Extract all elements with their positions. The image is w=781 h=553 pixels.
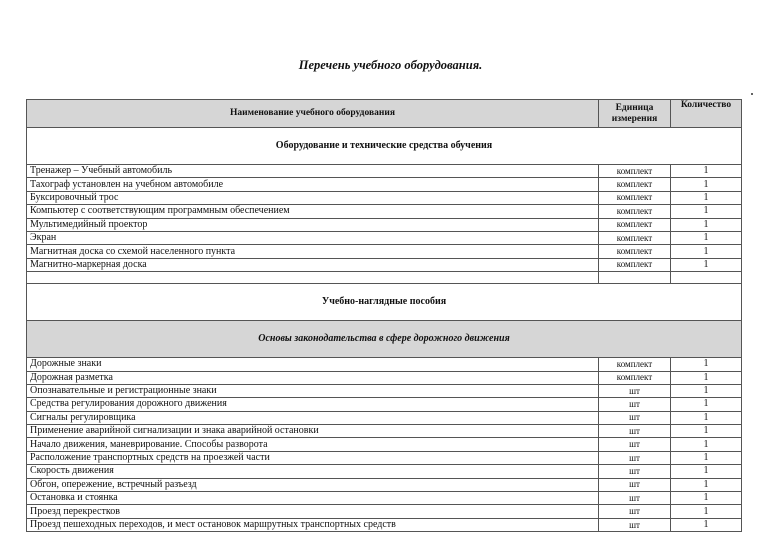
cell-qty: 1 xyxy=(671,465,742,478)
subsection-title-row xyxy=(27,321,742,358)
section1-title: Оборудование и технические средства обучения xyxy=(27,128,742,165)
cell-name: Начало движения, маневрирование. Способы разворота xyxy=(27,438,599,451)
table-row xyxy=(27,191,742,204)
table-row xyxy=(27,231,742,244)
cell-unit: шт xyxy=(599,518,671,531)
cell-unit: комплект xyxy=(599,245,671,258)
cell-qty: 1 xyxy=(671,398,742,411)
cell-unit: шт xyxy=(599,411,671,424)
cell-name: Скорость движения xyxy=(27,465,599,478)
cell-qty: 1 xyxy=(671,384,742,397)
cell-name: Дорожная разметка xyxy=(27,371,599,384)
cell-unit: шт xyxy=(599,478,671,491)
cell-qty: 1 xyxy=(671,438,742,451)
cell-unit: комплект xyxy=(599,358,671,371)
cell-qty: 1 xyxy=(671,478,742,491)
cell-qty: 1 xyxy=(671,191,742,204)
cell-qty: 1 xyxy=(671,205,742,218)
section2-title: Учебно-наглядные пособия xyxy=(27,284,742,321)
section-title-row xyxy=(27,128,742,165)
header-qty: Количество xyxy=(671,100,742,128)
page-title: Перечень учебного оборудования. xyxy=(298,58,483,72)
cell-unit: комплект xyxy=(599,178,671,191)
table-row xyxy=(27,398,742,411)
cell-unit: комплект xyxy=(599,191,671,204)
cell-unit: комплект xyxy=(599,205,671,218)
cell-name: Мультимедийный проектор xyxy=(27,218,599,231)
table-row xyxy=(27,505,742,518)
stray-dot xyxy=(751,93,753,95)
cell-name: Остановка и стоянка xyxy=(27,492,599,505)
empty-cell xyxy=(599,272,671,284)
table-row xyxy=(27,438,742,451)
cell-name: Применение аварийной сигнализации и знака аварийной остановки xyxy=(27,425,599,438)
section-title-row xyxy=(27,284,742,321)
cell-unit: комплект xyxy=(599,258,671,271)
cell-qty: 1 xyxy=(671,371,742,384)
empty-row xyxy=(27,272,742,284)
table-row xyxy=(27,384,742,397)
cell-name: Магнитная доска со схемой населенного пункта xyxy=(27,245,599,258)
cell-unit: комплект xyxy=(599,165,671,178)
table-row xyxy=(27,451,742,464)
table-row xyxy=(27,205,742,218)
cell-name: Экран xyxy=(27,231,599,244)
table-row xyxy=(27,178,742,191)
cell-name: Средства регулирования дорожного движения xyxy=(27,398,599,411)
cell-name: Буксировочный трос xyxy=(27,191,599,204)
empty-cell xyxy=(671,272,742,284)
cell-qty: 1 xyxy=(671,218,742,231)
cell-qty: 1 xyxy=(671,492,742,505)
header-unit: Единица измерения xyxy=(599,100,671,128)
cell-unit: комплект xyxy=(599,371,671,384)
table-row xyxy=(27,478,742,491)
cell-qty: 1 xyxy=(671,505,742,518)
table-row xyxy=(27,411,742,424)
cell-name: Тренажер – Учебный автомобиль xyxy=(27,165,599,178)
cell-unit: комплект xyxy=(599,231,671,244)
empty-cell xyxy=(27,272,599,284)
cell-qty: 1 xyxy=(671,518,742,531)
section2-subtitle: Основы законодательства в сфере дорожного движения xyxy=(27,321,742,358)
equipment-table xyxy=(26,99,742,532)
cell-name: Тахограф установлен на учебном автомобиле xyxy=(27,178,599,191)
cell-unit: шт xyxy=(599,438,671,451)
cell-unit: шт xyxy=(599,398,671,411)
cell-qty: 1 xyxy=(671,258,742,271)
cell-qty: 1 xyxy=(671,451,742,464)
table-row xyxy=(27,258,742,271)
cell-name: Расположение транспортных средств на проезжей части xyxy=(27,451,599,464)
table-row xyxy=(27,218,742,231)
table-row xyxy=(27,425,742,438)
table-row xyxy=(27,371,742,384)
table-row xyxy=(27,245,742,258)
cell-qty: 1 xyxy=(671,178,742,191)
cell-qty: 1 xyxy=(671,411,742,424)
cell-unit: комплект xyxy=(599,218,671,231)
table-row xyxy=(27,465,742,478)
cell-name: Опознавательные и регистрационные знаки xyxy=(27,384,599,397)
header-name: Наименование учебного оборудования xyxy=(27,100,599,128)
cell-qty: 1 xyxy=(671,245,742,258)
cell-name: Обгон, опережение, встречный разъезд xyxy=(27,478,599,491)
cell-name: Проезд перекрестков xyxy=(27,505,599,518)
cell-unit: шт xyxy=(599,505,671,518)
cell-qty: 1 xyxy=(671,425,742,438)
table-row xyxy=(27,358,742,371)
cell-unit: шт xyxy=(599,492,671,505)
table-row xyxy=(27,165,742,178)
cell-name: Проезд пешеходных переходов, и мест остановок маршрутных транспортных средств xyxy=(27,518,599,531)
cell-name: Магнитно-маркерная доска xyxy=(27,258,599,271)
cell-unit: шт xyxy=(599,425,671,438)
table-header-row xyxy=(27,100,742,128)
cell-unit: шт xyxy=(599,465,671,478)
cell-qty: 1 xyxy=(671,358,742,371)
cell-unit: шт xyxy=(599,451,671,464)
cell-qty: 1 xyxy=(671,231,742,244)
table-row xyxy=(27,518,742,531)
cell-name: Сигналы регулировщика xyxy=(27,411,599,424)
table-row xyxy=(27,492,742,505)
cell-name: Компьютер с соответствующим программным обеспечением xyxy=(27,205,599,218)
cell-name: Дорожные знаки xyxy=(27,358,599,371)
cell-unit: шт xyxy=(599,384,671,397)
cell-qty: 1 xyxy=(671,165,742,178)
